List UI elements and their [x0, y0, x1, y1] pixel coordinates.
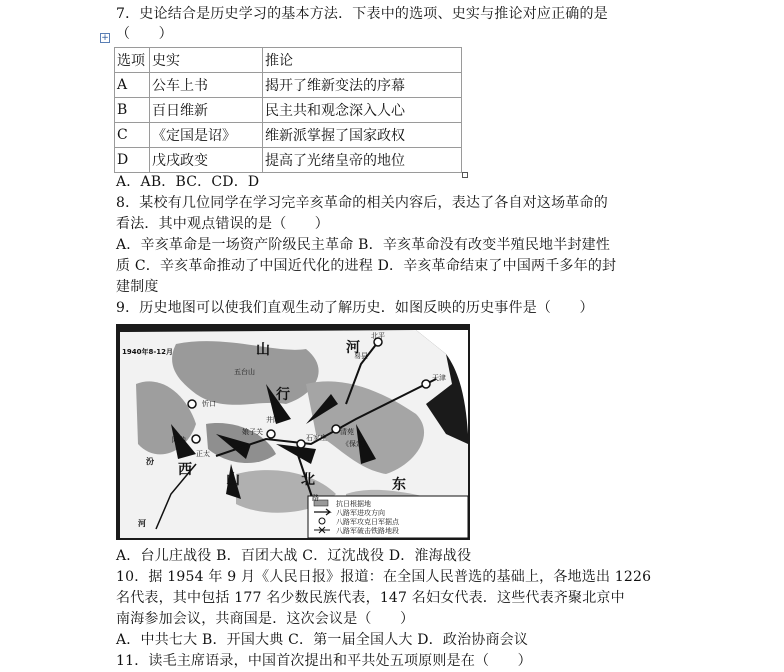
q8-line-3: A．辛亥革命是一场资产阶级民主革命 B．辛亥革命没有改变半殖民地半封建性	[116, 237, 611, 253]
map-label-xi: 西	[178, 462, 192, 478]
map-place-baoding: 《保定》	[342, 440, 370, 448]
map-place-niangziguan: 娘子关	[242, 428, 263, 436]
table-cell: 民主共和观念深入人心	[263, 98, 462, 123]
map-label-shan-1: 山	[256, 342, 270, 358]
q8-line-1: 8．某校有几位同学在学习完辛亥革命的相关内容后，表达了各自对这场革命的	[116, 195, 608, 211]
map-label-he-1: 河	[346, 340, 360, 356]
map-label-xing: 行	[276, 387, 290, 403]
map-date-label: 1940年8-12月	[122, 348, 173, 356]
q8-line-5: 建制度	[116, 279, 159, 295]
q10-line-2: 名代表，其中包括 177 名少数民族代表，147 名妇女代表．这些代表齐聚北京中	[116, 590, 625, 606]
table-header-cell: 推论	[263, 48, 462, 73]
map-place-beiping: 北平	[371, 332, 385, 340]
map-place-lu: 路	[312, 494, 319, 502]
table-row	[115, 148, 462, 173]
q8-line-4: 质 C．辛亥革命推动了中国近代化的进程 D．辛亥革命结束了中国两千多年的封	[116, 258, 617, 274]
map-label-bei: 北	[301, 472, 315, 488]
q10-options: A．中共七大 B．开国大典 C．第一届全国人大 D．政治协商会议	[116, 632, 529, 648]
table-header-cell: 史实	[150, 48, 263, 73]
q10-line-1: 10．据 1954 年 9 月《人民日报》报道：在全国人民普选的基础上，各地选出 1226	[116, 569, 652, 585]
map-label-dong: 东	[392, 477, 406, 493]
historical-map-image	[116, 324, 470, 540]
map-place-qingyuan: 清苑	[340, 428, 354, 436]
map-legend-item: 八路军攻克日军据点	[336, 518, 399, 526]
table-row	[115, 48, 462, 73]
table-row	[115, 98, 462, 123]
map-place-xinkou: 忻口	[202, 400, 216, 408]
table-move-handle-icon[interactable]: +	[101, 33, 109, 43]
q11-stem: 11．读毛主席语录，中国首次提出和平共处五项原则是在（ ）	[116, 653, 532, 669]
map-label-he-2: 河	[138, 519, 146, 528]
map-place-yixian: 易县	[354, 352, 368, 360]
q7-table	[114, 47, 462, 173]
q10-line-3: 南海参加会议，共商国是．这次会议是（ ）	[116, 611, 415, 627]
map-label-fen: 汾	[146, 457, 154, 466]
table-cell: A	[115, 73, 150, 98]
table-resize-handle[interactable]	[462, 172, 468, 178]
q7-options: A．AB．BC．CD．D	[116, 174, 260, 190]
q8-line-2: 看法．其中观点错误的是（ ）	[116, 216, 329, 232]
table-row	[115, 123, 462, 148]
table-header-cell: 选项	[115, 48, 150, 73]
table-cell: 提高了光绪皇帝的地位	[263, 148, 462, 173]
map-place-yangqu: 阳曲	[172, 436, 186, 444]
table-cell: C	[115, 123, 150, 148]
table-cell: 戊戌政变	[150, 148, 263, 173]
table-cell: D	[115, 148, 150, 173]
map-place-wutaishan: 五台山	[234, 368, 255, 376]
map-svg	[116, 324, 470, 540]
table-cell: B	[115, 98, 150, 123]
map-place-jingxing: 井陉	[266, 416, 280, 424]
map-place-shijiazhuang: 石家庄	[306, 434, 327, 442]
table-cell: 公车上书	[150, 73, 263, 98]
map-place-zhengtai: 正太	[196, 450, 210, 458]
table-cell: 百日维新	[150, 98, 263, 123]
map-legend-item: 抗日根据地	[336, 500, 371, 508]
map-legend-item: 八路军进攻方向	[336, 509, 385, 517]
q9-stem: 9．历史地图可以使我们直观生动了解历史．如图反映的历史事件是（ ）	[116, 300, 594, 316]
q7-paren: （ ）	[116, 26, 173, 42]
table-cell: 《定国是诏》	[150, 123, 263, 148]
table-cell: 维新派掌握了国家政权	[263, 123, 462, 148]
map-place-tianjin: 天津	[432, 374, 446, 382]
q7-stem: 7．史论结合是历史学习的基本方法．下表中的选项、史实与推论对应正确的是	[116, 6, 608, 22]
map-label-shan-2: 山	[226, 472, 240, 488]
table-row	[115, 73, 462, 98]
q9-options: A．台儿庄战役 B．百团大战 C．辽沈战役 D．淮海战役	[116, 548, 472, 564]
map-legend-item: 八路军破击铁路地段	[336, 527, 399, 535]
table-cell: 揭开了维新变法的序幕	[263, 73, 462, 98]
